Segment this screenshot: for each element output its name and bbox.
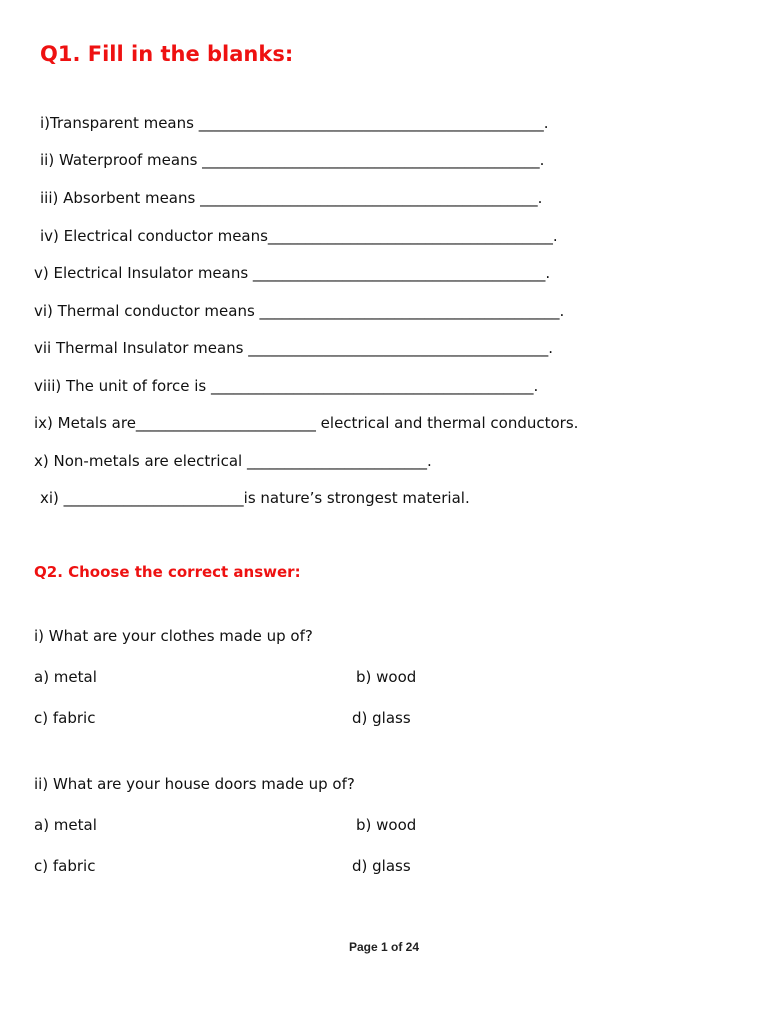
fill-blank-item: iv) Electrical conductor means______________________________________. <box>40 227 558 245</box>
fill-blank-item: viii) The unit of force is ___________________________________________. <box>34 377 539 395</box>
q2-heading: Q2. Choose the correct answer: <box>34 563 301 581</box>
fill-blank-item: x) Non-metals are electrical ________________________. <box>34 452 432 470</box>
fill-blank-item: v) Electrical Insulator means _______________________________________. <box>34 264 551 282</box>
fill-blank-item: i)Transparent means ______________________________________________. <box>40 114 549 132</box>
mcq-option: d) glass <box>352 857 411 875</box>
fill-blank-item: xi) ________________________is nature’s strongest material. <box>40 489 470 507</box>
fill-blank-item: ix) Metals are________________________ electrical and thermal conductors. <box>34 414 579 432</box>
fill-blank-item: iii) Absorbent means _____________________________________________. <box>40 189 543 207</box>
mcq-option: b) wood <box>356 816 417 834</box>
mcq-option: a) metal <box>34 816 97 834</box>
mcq-question: i) What are your clothes made up of? <box>34 627 313 645</box>
q1-heading: Q1. Fill in the blanks: <box>40 42 294 66</box>
fill-blank-item: vi) Thermal conductor means ________________________________________. <box>34 302 565 320</box>
fill-blank-item: ii) Waterproof means _____________________________________________. <box>40 151 545 169</box>
mcq-option: b) wood <box>356 668 417 686</box>
page-number: Page 1 of 24 <box>348 940 420 954</box>
mcq-option: c) fabric <box>34 857 96 875</box>
fill-blank-item: vii Thermal Insulator means ________________________________________. <box>34 339 554 357</box>
mcq-question: ii) What are your house doors made up of? <box>34 775 355 793</box>
mcq-option: d) glass <box>352 709 411 727</box>
mcq-option: a) metal <box>34 668 97 686</box>
mcq-option: c) fabric <box>34 709 96 727</box>
